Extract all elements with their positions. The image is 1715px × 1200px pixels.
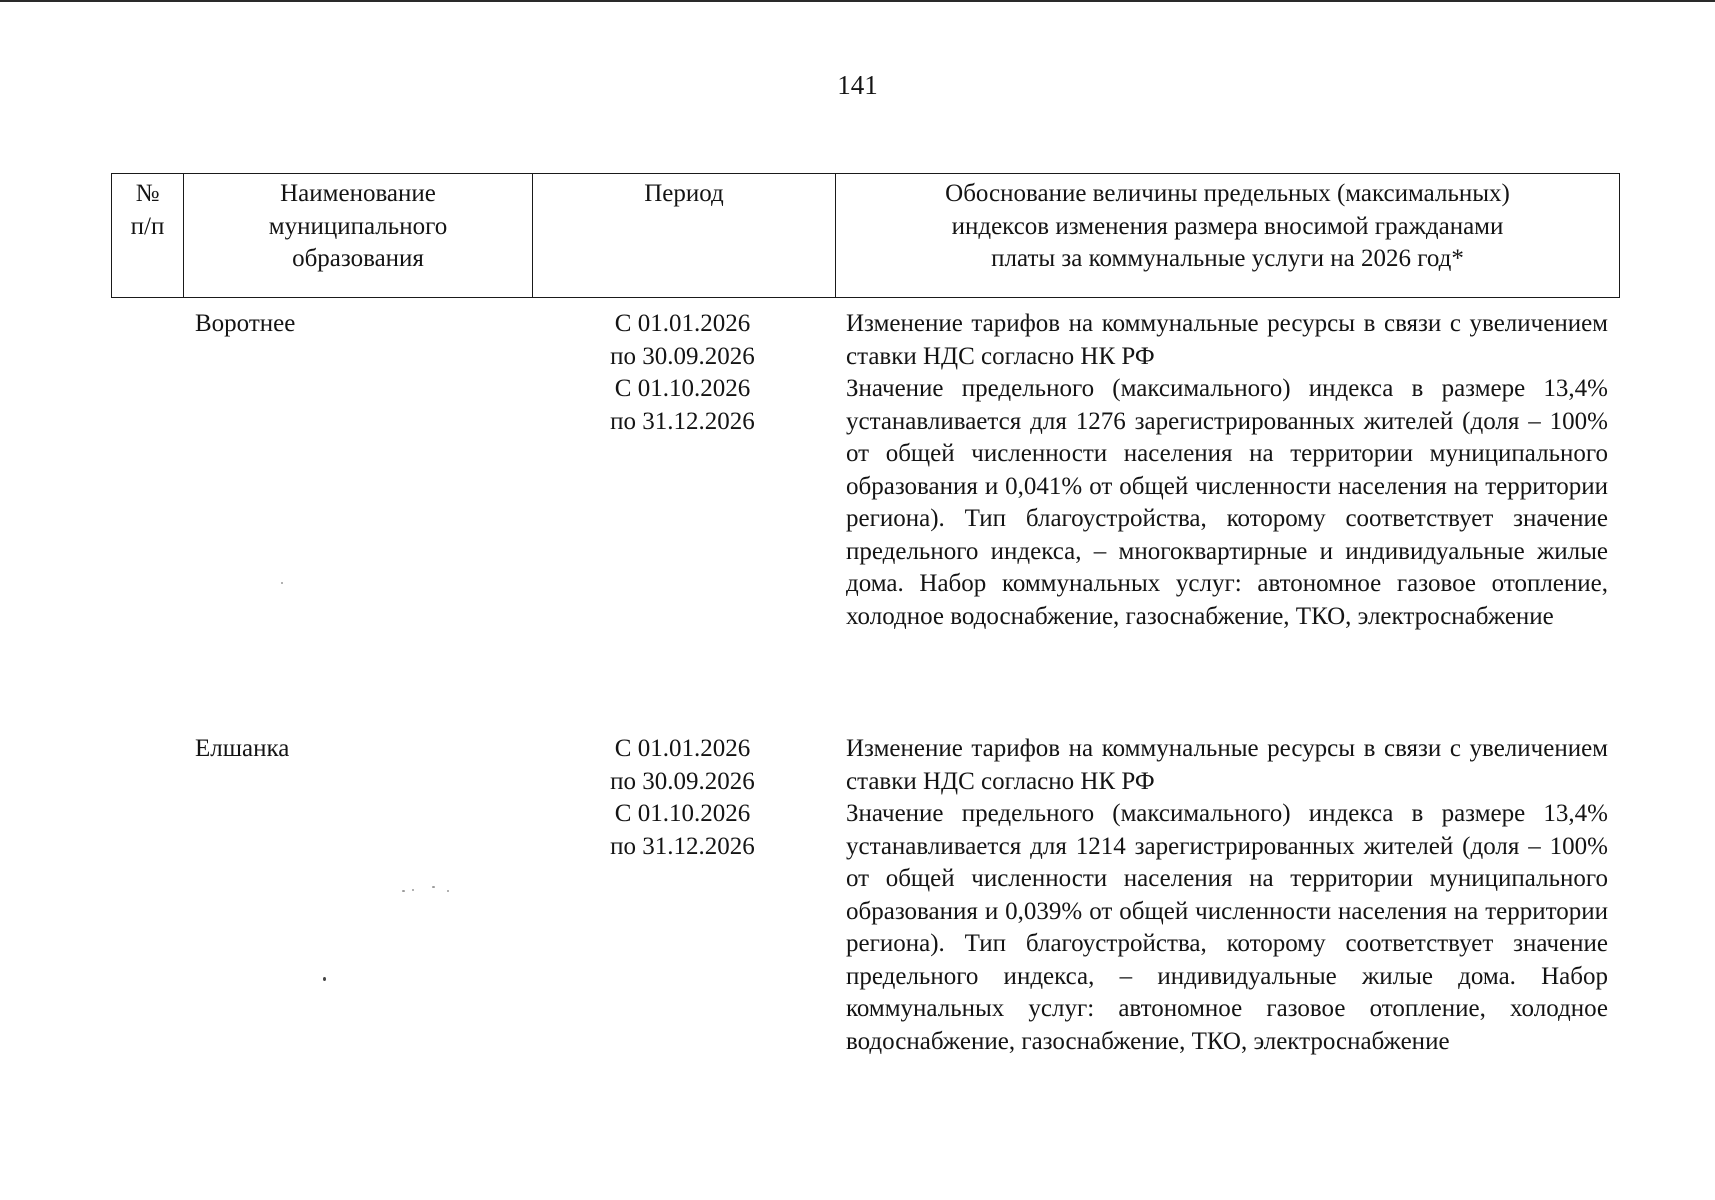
header-period: Период bbox=[533, 174, 836, 298]
justification-text bbox=[846, 733, 1608, 1058]
header-municipality: Наименование муниципального образования bbox=[184, 174, 533, 298]
period-end-1: по 30.09.2026 bbox=[610, 767, 755, 795]
header-number: № п/п bbox=[112, 174, 184, 298]
period-start-1: С 01.01.2026 bbox=[614, 735, 751, 762]
municipality-name: Елшанка bbox=[195, 735, 290, 762]
period-end-2: по 31.12.2026 bbox=[610, 407, 755, 435]
justification-text bbox=[846, 308, 1608, 633]
municipality-name: Воротнее bbox=[195, 310, 296, 337]
justification-paragraph: Изменение тарифов на коммунальные ресурсы в связи с увеличением ставки НДС согласно НК РФ bbox=[846, 735, 1608, 795]
scan-speck bbox=[412, 889, 414, 891]
scan-speck bbox=[402, 890, 405, 892]
period-list bbox=[540, 733, 825, 863]
justification-paragraph: Значение предельного (максимального) индекса в размере 13,4% устанавливается для 1276 зарегистрированных жителей (доля – 100% от общей численности населения на территории муниципального образования и 0,041% от общей численности населения на территории региона). Тип благоустройства, которому соответствует значение предельного индекса, – многоквартирные и индивидуальные жилые дома. Набор коммунальных услуг: автономное газовое отопление, холодное водоснабжение, газоснабжение, ТКО, электроснабжение bbox=[846, 375, 1608, 630]
page-number: 141 bbox=[837, 70, 878, 100]
justification-paragraph: Значение предельного (максимального) индекса в размере 13,4% устанавливается для 1214 зарегистрированных жителей (доля – 100% от общей численности населения на территории муниципального образования и 0,039% от общей численности населения на территории региона). Тип благоустройства, которому соответствует значение предельного индекса, – индивидуальные жилые дома. Набор коммунальных услуг: автономное газовое отопление, холодное водоснабжение, газоснабжение, ТКО, электроснабжение bbox=[846, 800, 1608, 1055]
header-justification: Обоснование величины предельных (максимальных) индексов изменения размера вносимой гражданами платы за коммунальные услуги на 2026 год* bbox=[836, 174, 1620, 298]
scan-speck bbox=[447, 890, 449, 892]
header-row bbox=[112, 174, 1620, 298]
scan-speck bbox=[281, 582, 283, 584]
period-list bbox=[540, 308, 825, 438]
period-end-2: по 31.12.2026 bbox=[610, 832, 755, 860]
scan-speck bbox=[432, 886, 435, 888]
top-border-line bbox=[0, 0, 1715, 2]
period-start-1: С 01.01.2026 bbox=[614, 310, 751, 337]
justification-paragraph: Изменение тарифов на коммунальные ресурсы в связи с увеличением ставки НДС согласно НК РФ bbox=[846, 310, 1608, 370]
period-start-2: С 01.10.2026 bbox=[614, 800, 751, 827]
period-end-1: по 30.09.2026 bbox=[610, 342, 755, 370]
period-start-2: С 01.10.2026 bbox=[614, 375, 751, 402]
scan-speck bbox=[323, 977, 326, 981]
table-header bbox=[111, 173, 1620, 298]
